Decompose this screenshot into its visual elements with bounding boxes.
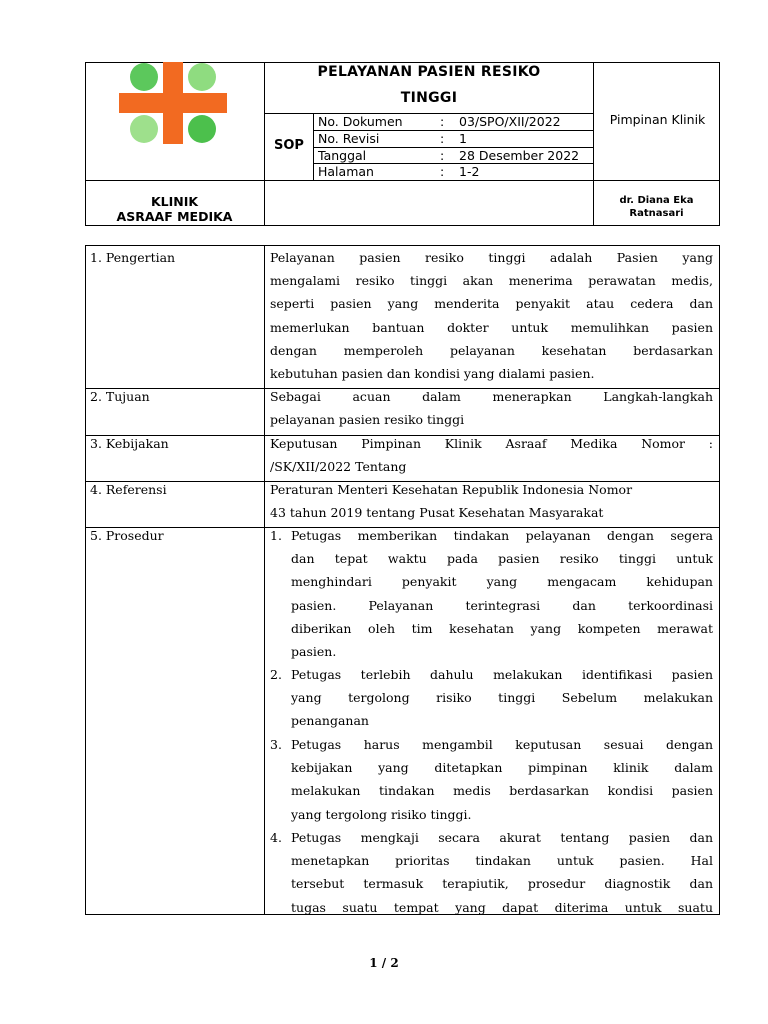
text-line: pelayanan pasien resiko tinggi [270, 412, 465, 428]
meta-row-pages [314, 164, 593, 180]
header-table [85, 62, 720, 226]
text-line: memerlukan bantuan dokter untuk memulihkan pasien [270, 319, 713, 335]
meta-row-date [314, 148, 593, 164]
text-line: yang tergolong risiko tinggi Sebelum melakukan [291, 690, 713, 706]
text-line: melakukan tindakan medis berdasarkan kondisi pasien [291, 783, 713, 799]
section-label-pengertian: 1. Pengertian [90, 250, 176, 265]
clinic-logo [119, 62, 227, 144]
meta-value: 1 [459, 131, 467, 146]
meta-value: 28 Desember 2022 [459, 148, 580, 163]
meta-label: No. Revisi [318, 131, 380, 146]
section-label-kebijakan: 3. Kebijakan [90, 436, 169, 451]
procedure-item-2 [291, 663, 713, 733]
meta-separator: : [440, 164, 445, 179]
section-label-tujuan: 2. Tujuan [90, 389, 150, 404]
meta-separator: : [440, 114, 445, 129]
section-text-pengertian [270, 246, 713, 385]
procedure-number: 1. [270, 528, 282, 543]
text-line: pasien. Pelayanan terintegrasi dan terkoordinasi [291, 597, 713, 613]
text-line: Petugas terlebih dahulu melakukan identifikasi pasien [291, 667, 713, 682]
text-line: kebijakan yang ditetapkan pimpinan klinik dalam [291, 760, 713, 776]
border-line [85, 180, 720, 181]
meta-separator: : [440, 148, 445, 163]
procedure-number: 4. [270, 830, 282, 845]
text-line: /SK/XII/2022 Tentang [270, 459, 407, 475]
text-line: Pelayanan pasien resiko tinggi adalah Pasien yang [270, 250, 713, 265]
text-line: tugas suatu tempat yang dapat diterima untuk suatu [291, 899, 713, 915]
text-line: 43 tahun 2019 tentang Pusat Kesehatan Masyarakat [270, 505, 604, 521]
border-line [85, 245, 86, 915]
section-label-prosedur: 5. Prosedur [90, 528, 164, 543]
text-line: yang tergolong risiko tinggi. [291, 806, 472, 822]
procedure-number: 3. [270, 737, 282, 752]
text-line: tersebut termasuk terapiutik, prosedur diagnostik dan [291, 876, 713, 892]
approver-title: Pimpinan Klinik [609, 112, 706, 127]
meta-row-revision [314, 131, 593, 147]
procedure-number: 2. [270, 667, 282, 682]
meta-label: No. Dokumen [318, 114, 403, 129]
text-line: dan tepat waktu pada pasien resiko tinggi untuk [291, 551, 713, 567]
section-text-tujuan [270, 385, 713, 431]
text-line: Peraturan Menteri Kesehatan Republik Indonesia Nomor [270, 482, 633, 497]
meta-separator: : [440, 131, 445, 146]
text-line: menghindari penyakit yang mengacam kehidupan [291, 574, 713, 590]
signer-name-line2: Ratnasari [629, 208, 684, 219]
text-line: Petugas memberikan tindakan pelayanan dengan segera [291, 528, 713, 543]
text-line: penanganan [291, 713, 369, 729]
meta-value: 1-2 [459, 164, 480, 179]
sop-label: SOP [274, 138, 304, 153]
procedure-item-1 [291, 524, 713, 663]
signer-name-line1: dr. Diana Eka [619, 195, 694, 206]
text-line: seperti pasien yang menderita penyakit atau cedera dan [270, 296, 713, 312]
text-line: Petugas mengkaji secara akurat tentang pasien dan [291, 830, 713, 845]
page-number: 1 / 2 [369, 956, 399, 970]
text-line: diberikan oleh tim kesehatan yang kompeten merawat [291, 620, 713, 636]
text-line: Keputusan Pimpinan Klinik Asraaf Medika Nomor : [270, 436, 713, 451]
section-text-kebijakan [270, 432, 713, 478]
document-title-line2: TINGGI [400, 90, 458, 106]
text-line: mengalami resiko tinggi akan menerima perawatan medis, [270, 273, 713, 289]
clinic-name-line1: KLINIK [150, 194, 199, 209]
procedure-item-4 [291, 826, 713, 919]
meta-row-document-number [314, 114, 593, 130]
meta-value: 03/SPO/XII/2022 [459, 114, 561, 129]
clinic-name [85, 194, 264, 224]
section-label-referensi: 4. Referensi [90, 482, 167, 497]
text-line: Sebagai acuan dalam menerapkan Langkah-langkah [270, 389, 713, 404]
clinic-name-line2: ASRAAF MEDIKA [116, 209, 233, 224]
signer-name [593, 194, 720, 220]
text-line: pasien. [291, 643, 337, 659]
border-line [719, 245, 720, 915]
text-line: menetapkan prioritas tindakan untuk pasien. Hal [291, 853, 713, 869]
meta-label: Halaman [318, 164, 374, 179]
content-table [85, 245, 720, 915]
section-text-referensi [270, 478, 713, 524]
border-line [85, 225, 720, 226]
text-line: dengan memperoleh pelayanan kesehatan berdasarkan [270, 342, 713, 358]
meta-label: Tanggal [318, 148, 367, 163]
border-line [264, 245, 265, 915]
document-title-line1: PELAYANAN PASIEN RESIKO [317, 64, 541, 80]
text-line: kebutuhan pasien dan kondisi yang dialami pasien. [270, 365, 595, 381]
text-line: Petugas harus mengambil keputusan sesuai dengan [291, 737, 713, 752]
procedure-item-3 [291, 733, 713, 826]
